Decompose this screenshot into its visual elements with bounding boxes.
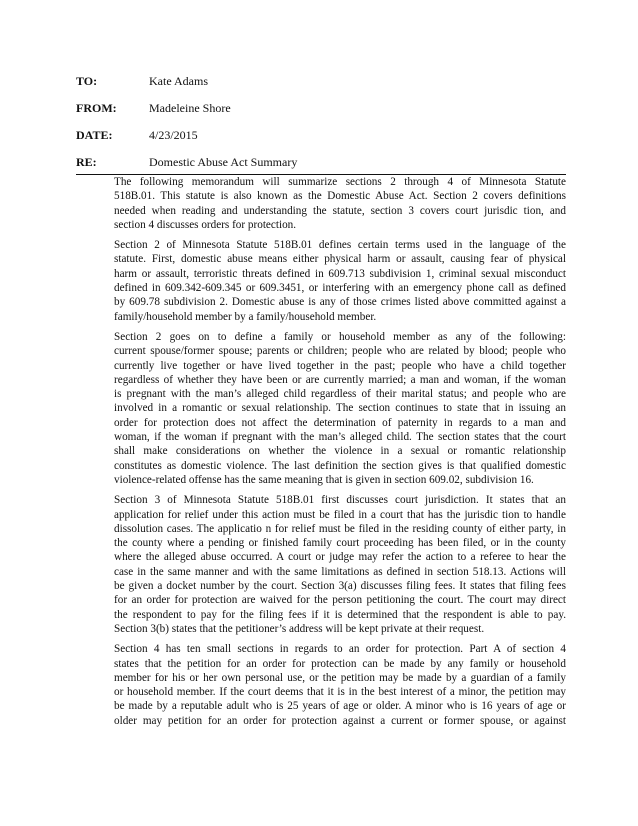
paragraph-line: is pregnant with the man’s alleged child regardless of their marital status; and people who are	[114, 388, 566, 401]
paragraph-line: be made by a reputable adult who is 25 years of age or older. A minor who is 16 years of age or	[114, 700, 566, 713]
to-row	[76, 74, 566, 101]
paragraph-line: Section 3 of Minnesota Statute 518B.01 first discusses court jurisdiction. It states that an	[114, 494, 566, 507]
date-row	[76, 128, 566, 155]
paragraph-line: Section 2 of Minnesota Statute 518B.01 defines certain terms used in the language of the	[114, 239, 566, 252]
to-value: Kate Adams	[149, 74, 208, 88]
paragraph-4	[76, 493, 566, 636]
paragraph-line: application for relief under this action must be filed in a court that has the jurisdic tion to handle	[114, 508, 566, 521]
paragraph-line: or household member. If the court deems that it is in the best interest of a minor, the petition may	[114, 686, 566, 699]
paragraph-line: shall make considerations on whether the violence in a sexual or romantic relationship	[114, 445, 566, 458]
paragraph-line: current spouse/former spouse; parents or children; people who are related by blood; people who	[114, 345, 566, 358]
paragraph-line: dissolution cases. The applicatio n for relief must be filed in the residing county of either party, in	[114, 522, 566, 535]
paragraph-line: by 609.78 subdivision 2. Domestic abuse is any of those crimes listed above committed against a	[114, 296, 566, 309]
paragraph-3	[76, 330, 566, 487]
from-value: Madeleine Shore	[149, 101, 231, 115]
paragraph-line: currently live together or have lived together in the past; people who have a child together	[114, 359, 566, 372]
date-label: DATE:	[76, 128, 113, 142]
re-label: RE:	[76, 155, 97, 169]
from-label: FROM:	[76, 101, 117, 115]
paragraph-line: 518B.01. This statute is also known as the Domestic Abuse Act. Section 2 covers definitions	[114, 190, 566, 203]
paragraph-line: for an order for protection are waived for the person petitioning the court. The court may direct	[114, 594, 566, 607]
paragraph-line: section 4 discusses orders for protection.	[114, 218, 297, 231]
paragraph-5	[76, 642, 566, 728]
paragraph-1	[76, 175, 566, 232]
from-row	[76, 101, 566, 128]
date-value: 4/23/2015	[149, 128, 198, 142]
paragraph-2	[76, 238, 566, 324]
paragraph-line: defined in 609.342-609.345 or 609.3451, or interfering with an emergency phone call as defined	[114, 282, 566, 295]
paragraph-line: older may petition for an order for protection against a current or former spouse, or against	[114, 714, 566, 727]
paragraph-line: the respondent to pay for the filing fees if it is determined that the respondent is able to pay.	[114, 608, 566, 621]
paragraph-line: harm or assault, terroristic threats defined in 609.713 subdivision 1, criminal sexual misconduct	[114, 267, 566, 280]
paragraph-line: constitutes as domestic violence. The last definition the section gives is that qualified domestic	[114, 459, 566, 472]
paragraph-line: states that the petition for an order for protection can be made by any family or household	[114, 657, 566, 670]
paragraph-line: statute. First, domestic abuse means either physical harm or assault, causing fear of physical	[114, 253, 566, 266]
re-value: Domestic Abuse Act Summary	[149, 155, 298, 169]
paragraph-line: be given a docket number by the court. Section 3(a) discusses filing fees. It states that filing fees	[114, 580, 566, 593]
paragraph-line: Section 3(b) states that the petitioner’s address will be kept private at their request.	[114, 622, 485, 635]
paragraph-line: Section 2 goes on to define a family or household member as any of the following:	[114, 330, 566, 343]
paragraph-line: regardless of whether they have been or are currently married; a man and woman, if the woman	[114, 373, 566, 386]
paragraph-line: woman, if the woman if pregnant with the man’s alleged child. The section states that the court	[114, 431, 566, 444]
paragraph-line: needed when reading and understanding the statute, section 3 covers court jurisdic tion, and	[114, 204, 566, 217]
memo-header	[76, 74, 566, 182]
paragraph-line: the county where a pending or finished family court proceeding has been filed, or in the county	[114, 537, 566, 550]
paragraph-line: involved in a romantic or sexual relationship. The section continues to state that in issuing an	[114, 402, 566, 415]
paragraph-line: case in the same manner and with the same limitations as defined in section 518.13. Actions will	[114, 565, 566, 578]
memo-body	[76, 175, 566, 734]
to-label: TO:	[76, 74, 98, 88]
paragraph-line: order for protection does not affect the determination of paternity in regards to a man and	[114, 416, 566, 429]
paragraph-line: violence-related offense has the same meaning that is given in section 609.02, subdivision 16.	[114, 473, 534, 486]
paragraph-line: The following memorandum will summarize sections 2 through 4 of Minnesota Statute	[114, 176, 566, 188]
paragraph-line: member for his or her own personal use, or the petition may be made by a guardian of a family	[114, 671, 566, 684]
paragraph-line: family/household member by a family/household member.	[114, 310, 377, 323]
paragraph-line: Section 4 has ten small sections in regards to an order for protection. Part A of section 4	[114, 643, 566, 656]
paragraph-line: where the alleged abuse occurred. A court or judge may refer the action to a referee to hear the	[114, 551, 566, 564]
